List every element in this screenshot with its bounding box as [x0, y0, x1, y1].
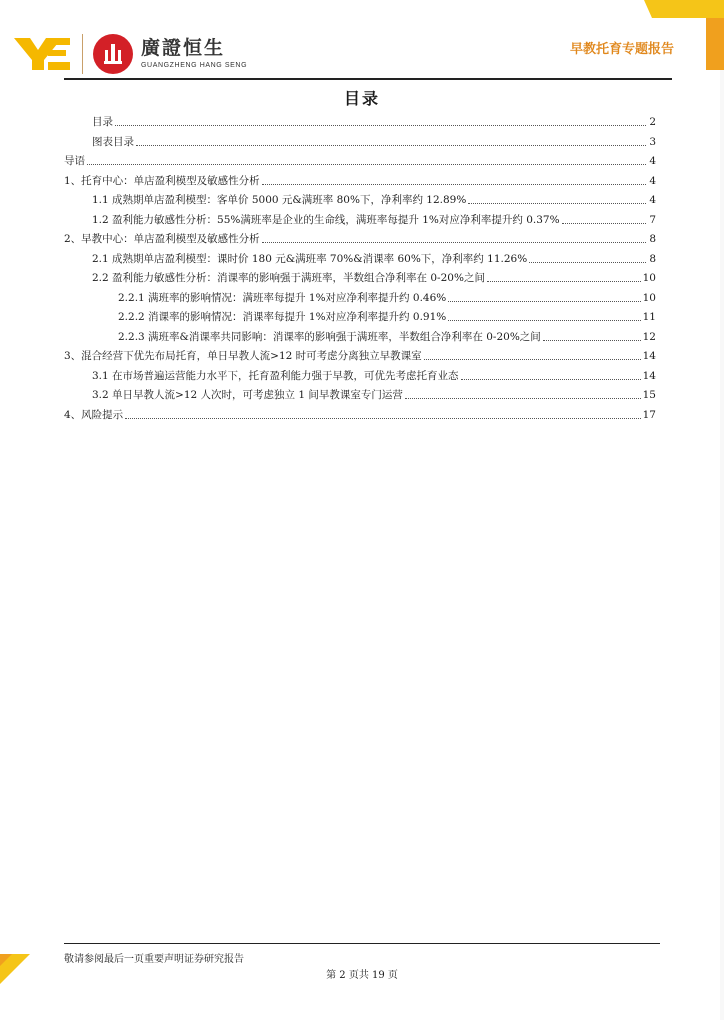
- toc-entry[interactable]: [64, 389, 656, 402]
- toc-entry-page: 14: [642, 350, 656, 362]
- footer-disclaimer: 敬请参阅最后一页重要声明证券研究报告: [64, 954, 244, 965]
- toc-entry[interactable]: [64, 136, 656, 149]
- brand-logo: [14, 28, 247, 80]
- toc-entry[interactable]: [64, 214, 656, 227]
- toc-entry[interactable]: [64, 175, 656, 188]
- toc-leader-dots: [487, 280, 641, 282]
- toc-entry[interactable]: [64, 233, 656, 246]
- toc-entry-page: 17: [642, 408, 656, 421]
- toc-leader-dots: [543, 339, 641, 341]
- toc-entry-title: 2.2.1 满班率的影响情况：满班率每提升 1%对应净利率提升约 0.46%: [118, 291, 447, 304]
- toc-leader-dots: [262, 241, 646, 243]
- logo-separator: [82, 34, 83, 74]
- side-decoration: [706, 70, 724, 1020]
- toc-entry[interactable]: [64, 155, 656, 168]
- footer-divider: [64, 943, 660, 944]
- page-title: 目录: [343, 89, 380, 108]
- toc-entry[interactable]: [64, 292, 656, 305]
- toc-entry-title: 2.2.3 满班率&消课率共同影响：消课率的影响强于满班率，半数组合净利率在 0-20%之间: [118, 330, 541, 343]
- toc-entry-page: 8: [649, 233, 656, 245]
- toc-entry-page: 8: [649, 252, 656, 265]
- toc-entry-title: 1.1 成熟期单店盈利模型：客单价 5000 元&满班率 80%下，净利率约 12.89%: [92, 194, 467, 206]
- toc-entry-title: 2.2.2 消课率的影响情况：消课率每提升 1%对应净利率提升约 0.91%: [118, 311, 447, 323]
- toc-entry-page: 14: [642, 369, 656, 382]
- toc-leader-dots: [562, 222, 646, 224]
- toc-entry-title: 3.1 在市场普遍运营能力水平下，托育盈利能力强于早教，可优先考虑托育业态: [92, 369, 459, 382]
- toc-leader-dots: [448, 319, 640, 321]
- toc-leader-dots: [424, 358, 641, 360]
- toc-entry[interactable]: [64, 311, 656, 324]
- toc-entry[interactable]: [64, 253, 656, 266]
- toc-entry-page: 10: [642, 272, 656, 284]
- toc-leader-dots: [115, 124, 646, 126]
- logo-chinese-name: 廣證恒生: [141, 37, 226, 59]
- toc-entry-title: 1、托育中心：单店盈利模型及敏感性分析: [64, 174, 260, 187]
- toc-entry[interactable]: [64, 350, 656, 363]
- toc-leader-dots: [461, 378, 641, 380]
- toc-entry-page: 3: [649, 135, 656, 148]
- toc-entry-title: 导语: [64, 155, 85, 167]
- toc-entry-title: 2.2 盈利能力敏感性分析：消课率的影响强于满班率，半数组合净利率在 0-20%之间: [92, 272, 485, 284]
- ye-logo-icon: [14, 36, 72, 72]
- toc-leader-dots: [125, 417, 640, 419]
- toc-leader-dots: [262, 183, 646, 185]
- toc-entry-title: 图表目录: [92, 135, 134, 148]
- toc-entry-title: 1.2 盈利能力敏感性分析：55%满班率是企业的生命线，满班率每提升 1%对应净利率提升约 0.37%: [92, 213, 560, 226]
- corner-decoration: [644, 0, 724, 70]
- toc-entry-page: 12: [642, 330, 656, 343]
- toc-entry[interactable]: [64, 194, 656, 207]
- report-title: 早教托育专题报告: [569, 42, 674, 57]
- toc-entry[interactable]: [64, 331, 656, 344]
- toc-entry[interactable]: [64, 370, 656, 383]
- toc-leader-dots: [529, 261, 646, 263]
- toc-leader-dots: [87, 163, 646, 165]
- toc-leader-dots: [448, 300, 640, 302]
- toc-entry-title: 2.1 成熟期单店盈利模型：课时价 180 元&满班率 70%&消课率 60%下，净利率约 11.26%: [92, 252, 528, 265]
- corner-decoration-bottom: [0, 946, 40, 986]
- toc-entry-page: 15: [642, 389, 656, 401]
- toc-entry-page: 4: [649, 174, 656, 187]
- toc-entry-title: 2、早教中心：单店盈利模型及敏感性分析: [64, 233, 260, 245]
- toc-entry-title: 3、混合经营下优先布局托育，单日早教人流>12 时可考虑分离独立早教课室: [64, 350, 422, 362]
- table-of-contents: [64, 116, 656, 428]
- seal-logo-icon: [93, 34, 133, 74]
- toc-entry[interactable]: [64, 272, 656, 285]
- toc-leader-dots: [136, 144, 646, 146]
- toc-entry[interactable]: [64, 116, 656, 129]
- logo-english-name: GUANGZHENG HANG SENG: [141, 62, 248, 69]
- toc-entry-page: 7: [649, 213, 656, 226]
- toc-entry-page: 4: [649, 194, 656, 206]
- toc-entry-page: 4: [649, 155, 656, 167]
- toc-entry-page: 2: [649, 116, 656, 128]
- header-divider: [64, 78, 672, 80]
- toc-leader-dots: [468, 202, 646, 204]
- toc-entry-title: 目录: [92, 116, 113, 128]
- toc-entry-page: 11: [642, 311, 656, 323]
- page-number: 第 2 页共 19 页: [326, 970, 398, 981]
- toc-entry-title: 3.2 单日早教人流>12 人次时，可考虑独立 1 间早教课室专门运营: [92, 389, 403, 401]
- toc-entry-page: 10: [642, 291, 656, 304]
- toc-leader-dots: [405, 397, 641, 399]
- toc-entry[interactable]: [64, 409, 656, 422]
- toc-entry-title: 4、风险提示: [64, 408, 124, 421]
